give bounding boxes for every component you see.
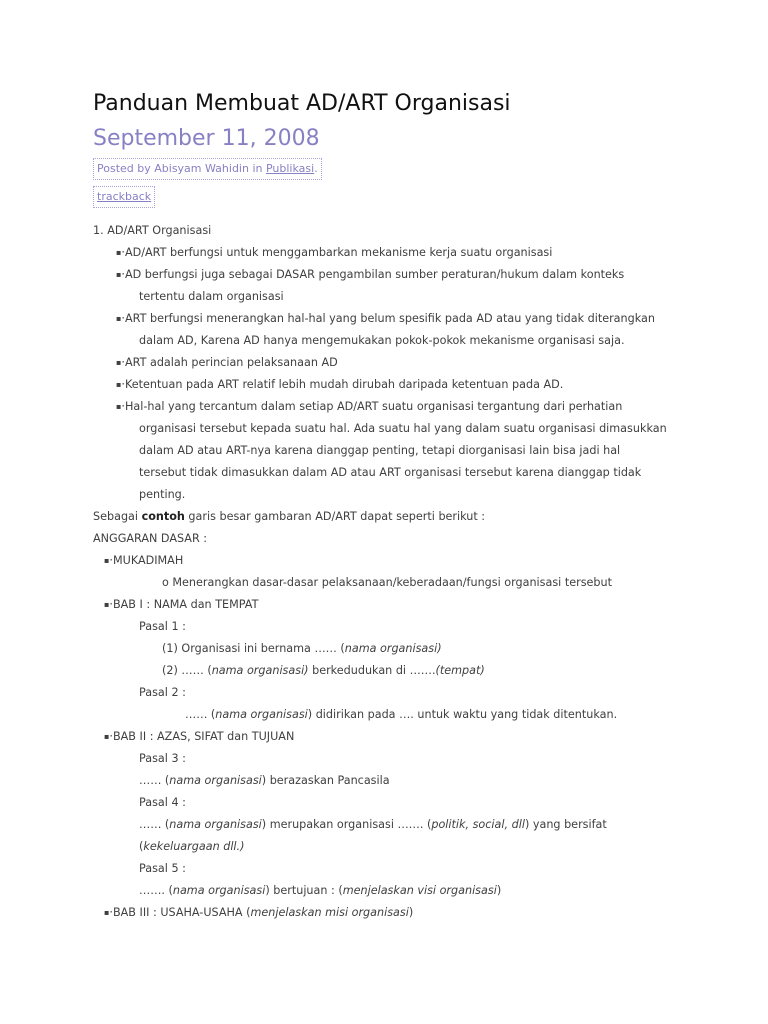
post-meta — [93, 158, 322, 180]
bullet-icon: ▪ — [104, 908, 110, 917]
post-body — [93, 220, 693, 924]
bullet-icon: ▪ — [116, 248, 122, 257]
bullet-icon: ▪ — [104, 600, 110, 609]
pasal-clause: …… (nama organisasi) merupakan organisasi ……. (politik, social, dll) yang bersifat — [139, 818, 607, 831]
pasal-clause: (2) …… (nama organisasi) berkedudukan di …….(tempat) — [162, 664, 485, 677]
trackback-box — [93, 186, 155, 208]
bullet-icon: ▪ — [104, 732, 110, 741]
bullet-icon: ▪ — [116, 270, 122, 279]
bullet-icon: ▪ — [116, 402, 122, 411]
bullet-icon: ▪ — [116, 358, 122, 367]
list-item-continuation: organisasi tersebut kepada suatu hal. Ada suatu hal yang dalam suatu organisasi dimasukkan — [139, 422, 667, 435]
list-item: ▪·ART berfungsi menerangkan hal-hal yang belum spesifik pada AD atau yang tidak diterangkan — [116, 312, 655, 325]
pasal-heading: Pasal 1 : — [139, 620, 186, 633]
pasal-heading: Pasal 2 : — [139, 686, 186, 699]
list-item: ▪·AD berfungsi juga sebagai DASAR pengambilan sumber peraturan/hukum dalam konteks — [116, 268, 625, 281]
list-item-continuation: tersebut tidak dimasukkan dalam AD atau ART organisasi tersebut karena dianggap tidak — [139, 466, 642, 479]
post-date: September 11, 2008 — [93, 126, 320, 151]
posted-suffix: . — [314, 162, 318, 175]
category-link[interactable]: Publikasi — [265, 162, 315, 175]
list-item-continuation: penting. — [139, 488, 186, 501]
list-item: ▪·Ketentuan pada ART relatif lebih mudah dirubah daripada ketentuan pada AD. — [116, 378, 564, 391]
pasal-clause-continuation: (kekeluargaan dll.) — [139, 840, 245, 853]
bullet-icon: ▪ — [116, 314, 122, 323]
list-item-continuation: tertentu dalam organisasi — [139, 290, 284, 303]
list-item: ▪·BAB I : NAMA dan TEMPAT — [104, 598, 259, 611]
list-item: ▪·AD/ART berfungsi untuk menggambarkan mekanisme kerja suatu organisasi — [116, 246, 553, 259]
sub-list-item: o Menerangkan dasar-dasar pelaksanaan/keberadaan/fungsi organisasi tersebut — [162, 576, 613, 589]
pasal-heading: Pasal 3 : — [139, 752, 186, 765]
list-item: ▪·ART adalah perincian pelaksanaan AD — [116, 356, 338, 369]
list-item: ▪·MUKADIMAH — [104, 554, 184, 567]
intro-paragraph: Sebagai contoh garis besar gambaran AD/ART dapat seperti berikut : — [93, 510, 486, 523]
pasal-clause: …… (nama organisasi) didirikan pada …. untuk waktu yang tidak ditentukan. — [185, 708, 618, 721]
pasal-heading: Pasal 5 : — [139, 862, 186, 875]
list-item: ▪·BAB III : USAHA-USAHA (menjelaskan misi organisasi) — [104, 906, 414, 919]
pasal-clause: (1) Organisasi ini bernama …… (nama organisasi) — [162, 642, 442, 655]
section-heading: 1. AD/ART Organisasi — [93, 224, 212, 237]
pasal-heading: Pasal 4 : — [139, 796, 186, 809]
pasal-clause: …… (nama organisasi) berazaskan Pancasila — [139, 774, 390, 787]
article — [93, 88, 693, 924]
list-item: ▪·BAB II : AZAS, SIFAT dan TUJUAN — [104, 730, 295, 743]
list-item-continuation: dalam AD atau ART-nya karena dianggap penting, tetapi diorganisasi lain bisa jadi hal — [139, 444, 621, 457]
posted-by-text: Posted by Abisyam Wahidin in — [97, 162, 266, 175]
trackback-link[interactable]: trackback — [97, 190, 152, 203]
bullet-icon: ▪ — [104, 556, 110, 565]
bold-word: contoh — [141, 510, 185, 523]
pasal-clause: ……. (nama organisasi) bertujuan : (menjelaskan visi organisasi) — [139, 884, 502, 897]
list-item: ▪·Hal-hal yang tercantum dalam setiap AD/ART suatu organisasi tergantung dari perhatian — [116, 400, 623, 413]
bullet-icon: ▪ — [116, 380, 122, 389]
ad-heading: ANGGARAN DASAR : — [93, 532, 208, 545]
page-title: Panduan Membuat AD/ART Organisasi — [93, 91, 511, 116]
list-item-continuation: dalam AD, Karena AD hanya mengemukakan pokok-pokok mekanisme organisasi saja. — [139, 334, 625, 347]
